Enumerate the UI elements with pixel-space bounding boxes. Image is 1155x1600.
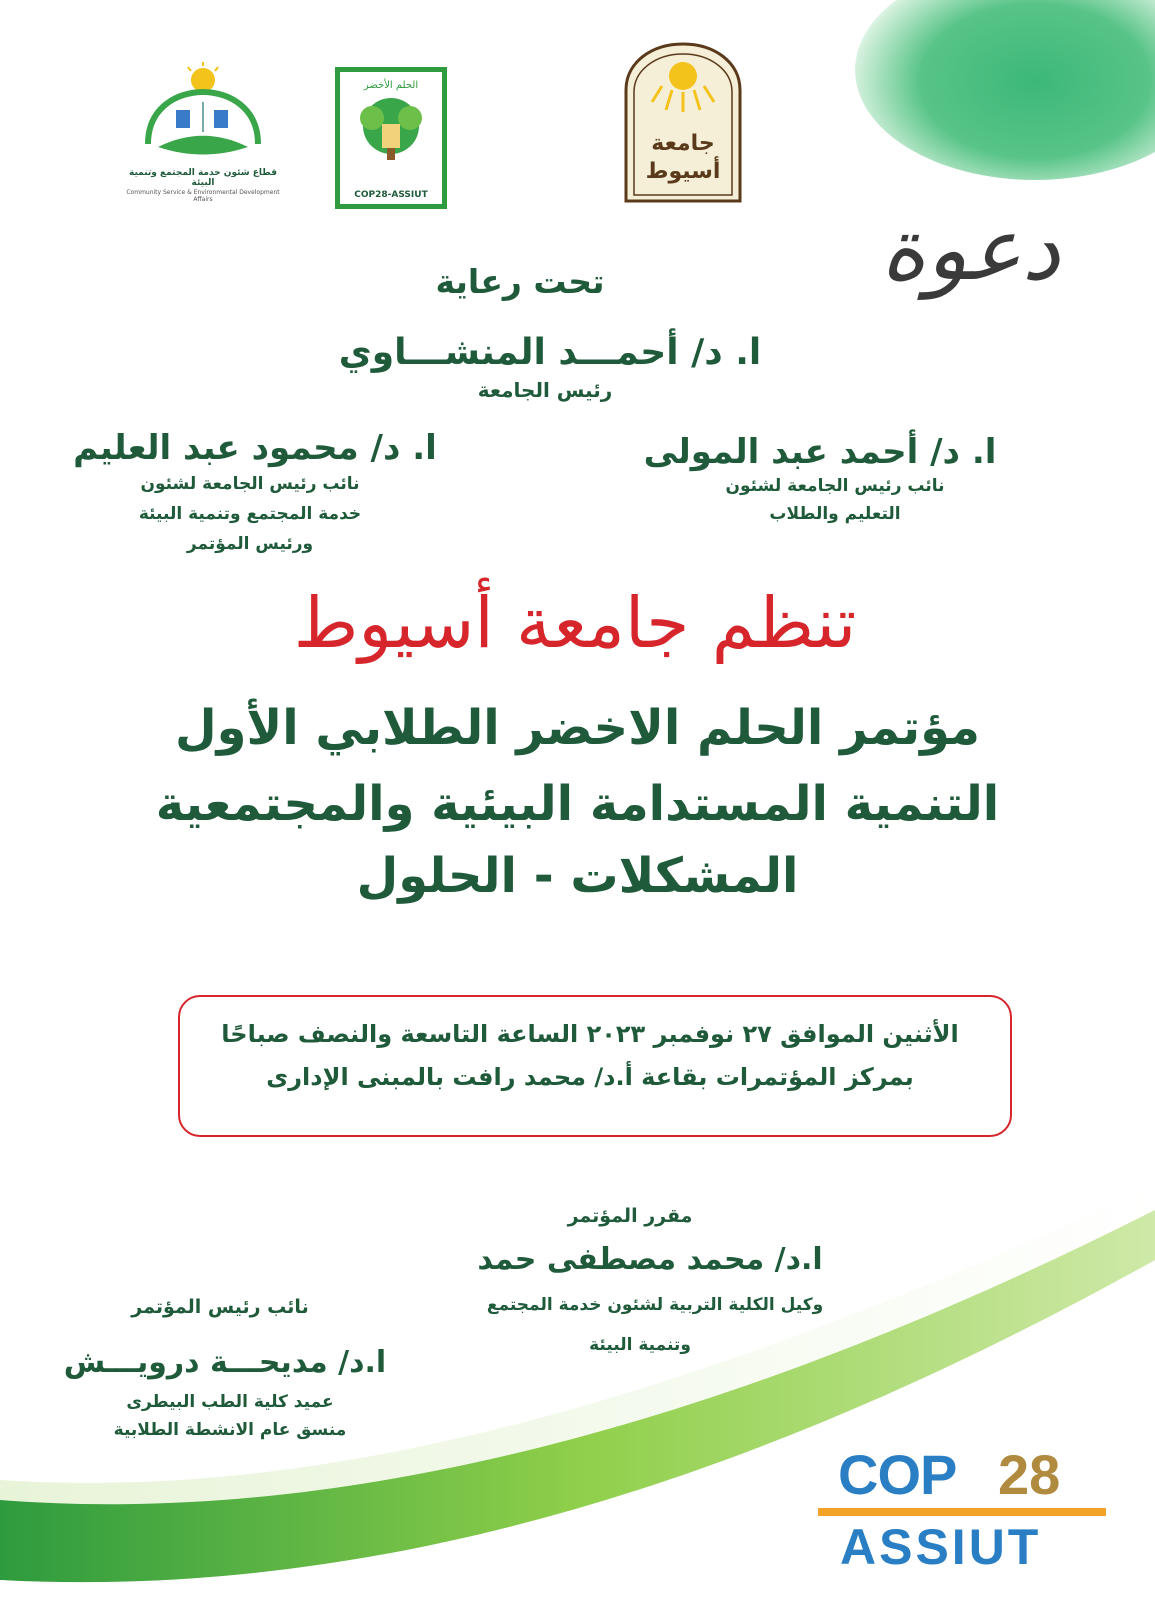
vp-left-role-1: نائب رئيس الجامعة لشئون (140, 474, 360, 494)
event-date-time: الأثنين الموافق ٢٧ نوفمبر ٢٠٢٣ الساعة التاسعة والنصف صباحًا (221, 1020, 959, 1048)
patronage-name: ا. د/ أحمـــد المنشـــاوي (338, 332, 762, 373)
vp-left-role-2: خدمة المجتمع وتنمية البيئة (138, 504, 362, 524)
rapporteur-role-1: وكيل الكلية التربية لشئون خدمة المجتمع (486, 1295, 824, 1315)
vp-right-role-1: نائب رئيس الجامعة لشئون (725, 476, 945, 496)
community-service-caption-en: Community Service & Environmental Development Affairs (126, 189, 280, 203)
patronage-heading: تحت رعاية (435, 262, 605, 301)
cop-number: 28 (998, 1443, 1061, 1506)
conference-title-line-3: المشكلات - الحلول (356, 848, 799, 904)
green-dream-logo (335, 67, 447, 209)
cop-text: COP (838, 1443, 957, 1506)
assiut-university-logo (622, 40, 744, 205)
vp-left-name: ا. د/ محمود عبد العليم (73, 428, 437, 468)
patronage-role: رئيس الجامعة (477, 378, 613, 402)
invitation-title: دعوة (880, 200, 1060, 300)
green-dream-caption: COP28-ASSIUT (354, 190, 428, 200)
cop-divider (818, 1508, 1106, 1516)
community-service-logo (118, 62, 288, 203)
rapporteur-heading: مقرر المؤتمر (567, 1205, 693, 1227)
vice-chair-name: ا.د/ مديحـــة درويـــش (63, 1345, 387, 1380)
green-gradient-blob (855, 0, 1155, 180)
vice-chair-role-2: منسق عام الانشطة الطلابية (113, 1420, 347, 1440)
community-service-logo-icon (118, 62, 288, 162)
conference-title-line-1: مؤتمر الحلم الاخضر الطلابي الأول (175, 700, 980, 756)
vice-chair-role-1: عميد كلية الطب البيطرى (126, 1392, 334, 1412)
event-location: بمركز المؤتمرات بقاعة أ.د/ محمد رافت بالمبنى الإدارى (266, 1063, 914, 1091)
cop28-assiut-logo (818, 1442, 1108, 1582)
vp-right-role-2: التعليم والطلاب (769, 504, 901, 524)
community-service-caption: قطاع شئون خدمة المجتمع وتنمية البيئة (129, 168, 277, 188)
organizer-text: تنظم جامعة أسيوط (293, 582, 857, 664)
green-dream-top-text: الحلم الأخضر (363, 80, 419, 91)
tree-icon (340, 94, 442, 174)
assiut-university-text: جامعة أسيوط (645, 131, 721, 184)
rapporteur-role-2: وتنمية البيئة (589, 1335, 691, 1355)
vp-left-role-3: ورئيس المؤتمر (186, 534, 314, 554)
vice-chair-heading: نائب رئيس المؤتمر (131, 1296, 309, 1318)
rapporteur-name: ا.د/ محمد مصطفى حمد (477, 1242, 823, 1277)
cop-assiut-text: ASSIUT (840, 1519, 1042, 1575)
vp-right-name: ا. د/ أحمد عبد المولى (643, 432, 997, 472)
conference-title-line-2: التنمية المستدامة البيئية والمجتمعية (155, 776, 1000, 832)
